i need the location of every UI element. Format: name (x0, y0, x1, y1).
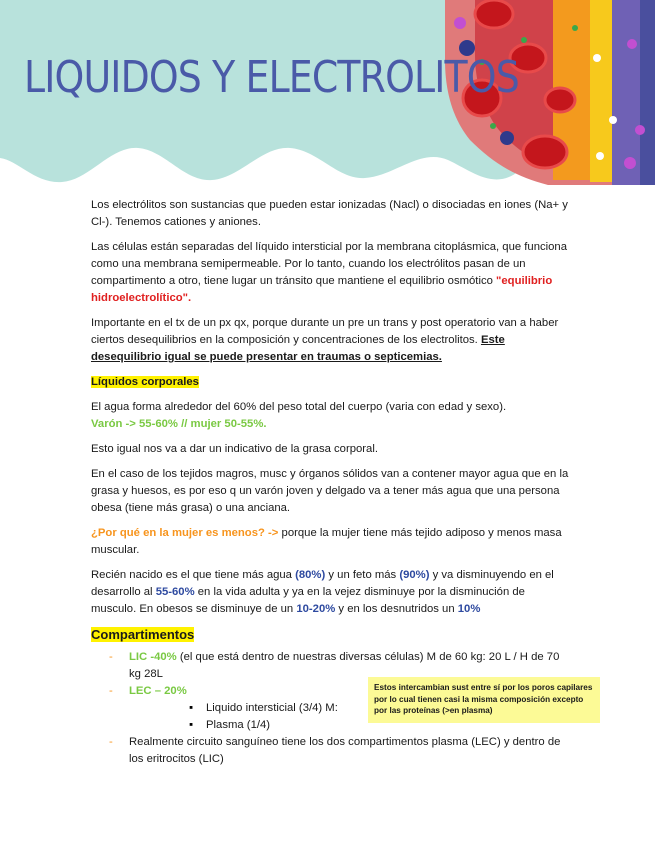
header-banner (0, 0, 655, 195)
fetus-value: (90%) (399, 569, 430, 581)
compartments-heading: Compartimentos (91, 627, 195, 642)
importance-paragraph (91, 315, 569, 366)
molecule-white (609, 116, 617, 124)
age-text: en la vida adulta y ya en la vejez disminuye por la disminución de musculo. En obesos se disminuye de un (91, 586, 525, 615)
sublist-item: ▪ Liquido intersticial (3/4) M: (129, 700, 569, 717)
section-heading-compartments (91, 626, 569, 643)
liquids-heading: Líquidos corporales (91, 376, 199, 388)
age-text: y en los desnutridos un (335, 603, 458, 615)
water-text: El agua forma alrededor del 60% del peso total del cuerpo (varia con edad y sexo). (91, 401, 507, 413)
molecule-purple (635, 125, 645, 135)
molecule-purple (454, 17, 466, 29)
molecule-green (572, 25, 578, 31)
sublist-item: ▪ Plasma (1/4) (129, 717, 569, 734)
molecule-purple (624, 157, 636, 169)
women-answer: porque la mujer tiene más tejido adiposo y menos masa muscular. (91, 527, 562, 556)
membrane-paragraph (91, 239, 569, 307)
fat-paragraph: Esto igual nos va a dar un indicativo de la grasa corporal. (91, 443, 378, 455)
lean-tissue-paragraph: En el caso de los tejidos magros, musc y órganos sólidos van a contener mayor agua que en la grasa y huesos, es por eso q un varón joven y delgado va a tener más agua que una persona obesa (tiene más grasa) o una anciana. (91, 468, 569, 514)
age-water-paragraph (91, 567, 569, 618)
molecule-purple (627, 39, 637, 49)
imbalance-note: Este desequilibrio igual se puede presentar en traumas o septicemias. (91, 334, 505, 363)
age-text: y va disminuyendo en el desarrollo al (91, 569, 554, 598)
intro-paragraph: Los electrólitos son sustancias que pueden estar ionizadas (Nacl) o disociadas en iones (Na+ y Cl-). Tenemos cationes y aniones. (91, 199, 568, 228)
red-blood-cell (545, 88, 575, 112)
red-blood-cell (475, 0, 513, 28)
red-blood-cell (523, 136, 567, 168)
lic-label: LIC -40% (129, 651, 177, 663)
molecule-green (490, 123, 496, 129)
obese-value: 10-20% (296, 603, 336, 615)
membrane-text: Las células están separadas del líquido intersticial por la membrana citoplásmica, que funciona como una membrana semipermeable. Por lo tanto, cuando los electrólitos pasan de un compartimento a otro, tiene lugar un tránsito que mantiene el equilibrio osmótico (91, 241, 567, 287)
molecule-white (593, 54, 601, 62)
newborn-value: (80%) (295, 569, 326, 581)
age-text: y un feto más (325, 569, 400, 581)
equilibrium-highlight: "equilibrio hidroelectrolítico". (91, 275, 553, 304)
lec-label: LEC – 20% (129, 685, 187, 697)
question-paragraph (91, 525, 569, 559)
adult-value: 55-60% (155, 586, 195, 598)
list-item: - Realmente circuito sanguíneo tiene los dos compartimentos plasma (LEC) y dentro de los eritrocitos (LIC) (91, 734, 569, 768)
molecule-green (521, 37, 527, 43)
importance-text: Importante en el tx de un px qx, porque durante un pre un trans y post operatorio van a haber ciertos desequilibrios en la composición y concentraciones de los electrolitos. (91, 317, 559, 346)
lic-text: (el que está dentro de nuestras diversas células) M de 60 kg: 20 L / H de 70 kg 28L (129, 651, 560, 680)
exchange-note: Estos intercambian sust entre sí por los poros capilares por lo cual tienen casi la misma composición excepto por las proteínas (>en plasma) (368, 677, 600, 723)
water-paragraph (91, 399, 569, 433)
women-question: ¿Por qué en la mujer es menos? -> (91, 527, 279, 539)
page-title: LIQUIDOS Y ELECTROLITOS (24, 52, 519, 103)
molecule-white (596, 152, 604, 160)
sex-percentages: Varón -> 55-60% // mujer 50-55%. (91, 418, 267, 430)
vessel-blue-layer (640, 0, 655, 185)
malnourished-value: 10% (457, 603, 481, 615)
molecule-blue (500, 131, 514, 145)
age-text: Recién nacido es el que tiene más agua (91, 569, 296, 581)
section-heading-liquids (91, 374, 569, 391)
